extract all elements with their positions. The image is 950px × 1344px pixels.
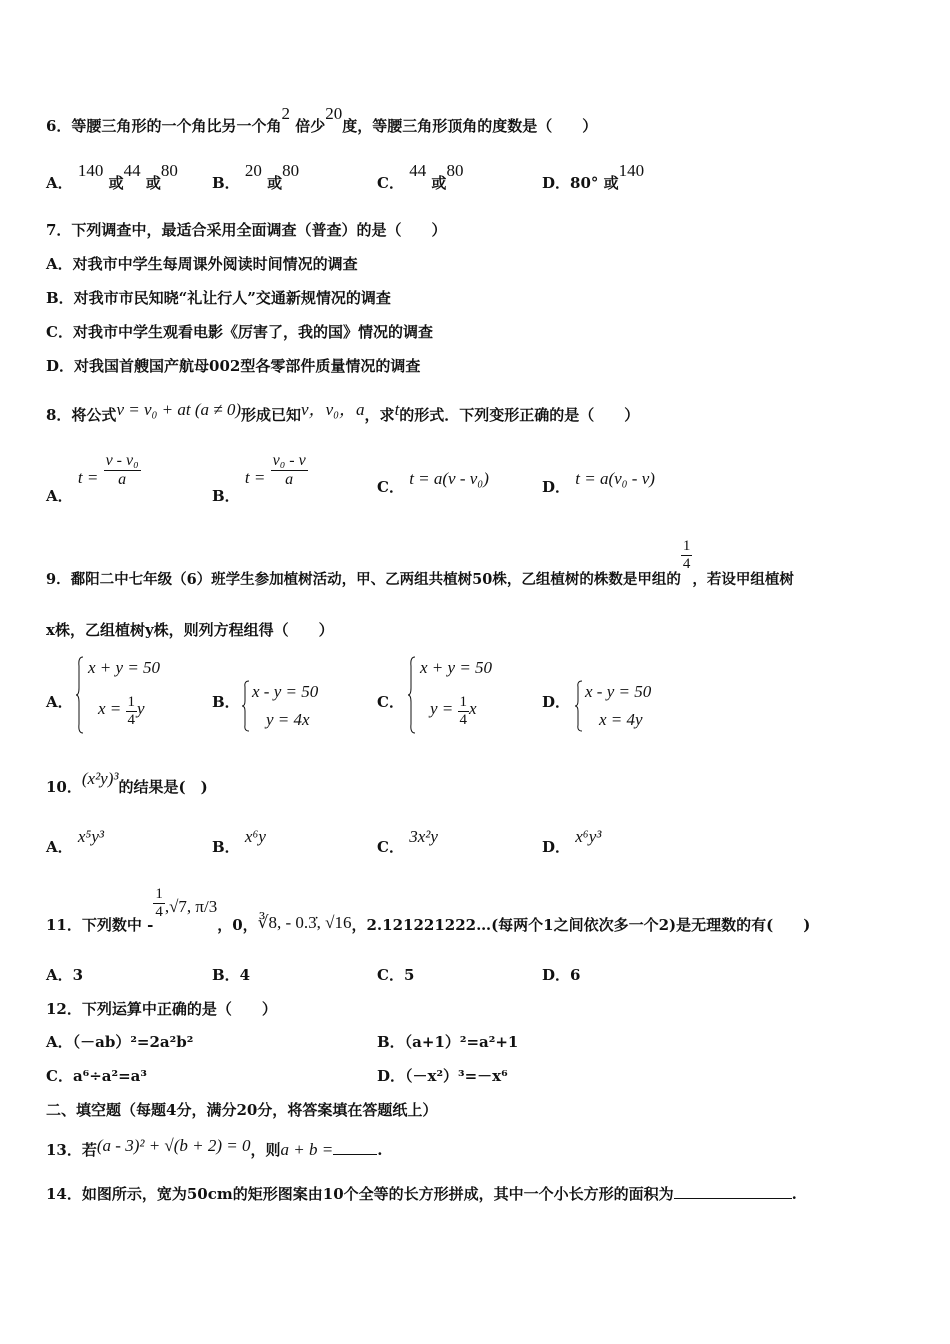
brace-icon bbox=[242, 680, 250, 732]
q8-option-c: C． t = a(v - v₀) bbox=[377, 469, 489, 496]
q11-option-d: D．6 bbox=[542, 966, 581, 984]
q12-stem: 12．下列运算中正确的是（ ） bbox=[46, 1000, 277, 1018]
q12-option-c: C．a⁶÷a²=a³ bbox=[46, 1067, 147, 1085]
q9-option-b-system: x - y = 50 y = 4x bbox=[242, 680, 342, 732]
q6-option-c: C． 44 或80 bbox=[377, 161, 464, 192]
q9-option-c-label: C． bbox=[377, 693, 404, 711]
q9-option-a-label: A． bbox=[46, 693, 73, 711]
q7-option-a: A．对我市中学生每周课外阅读时间情况的调查 bbox=[46, 255, 358, 273]
q6-option-d: D．80° 或140 bbox=[542, 161, 645, 192]
q9-option-b-label: B． bbox=[212, 693, 240, 711]
q11-option-a: A．3 bbox=[46, 966, 84, 984]
q6-stem: 6．等腰三角形的一个角比另一个角2 倍少20度，等腰三角形顶角的度数是（ ） bbox=[46, 104, 598, 135]
q14-answer-blank[interactable] bbox=[674, 1198, 792, 1199]
q7-option-d: D．对我国首艘国产航母002型各零部件质量情况的调查 bbox=[46, 357, 421, 375]
q12-option-a: A．（－ab）²=2a²b² bbox=[46, 1033, 194, 1051]
q8-stem: 8．将公式v = v₀ + at (a ≠ 0)形成已知v，v₀，a，求t的形式．下列变形正确的是（ ） bbox=[46, 400, 640, 424]
q10-option-c: C． 3x²y bbox=[377, 827, 438, 856]
q9-option-a-system: x + y = 50 x = $\frac{1}{4}$ y bbox=[76, 656, 176, 734]
q9-option-d-label: D． bbox=[542, 693, 571, 711]
q9-stem-continued: x株，乙组植树y株，则列方程组得（ ） bbox=[46, 621, 334, 639]
q10-option-a: A． x⁵y³ bbox=[46, 827, 104, 856]
q13-answer-blank[interactable] bbox=[333, 1154, 377, 1155]
brace-icon bbox=[76, 656, 84, 734]
q9-option-d-system: x - y = 50 x = 4y bbox=[575, 680, 675, 732]
section-heading: 二、填空题（每题4分，满分20分，将答案填在答题纸上） bbox=[46, 1101, 438, 1119]
q11-stem: 11．下列数中 - $\frac{1}{4}$ ,√7, π/3，0，∛8, - 0.3̇, √16，2.121221222…(每两个1之间依次多一个2)是无理数的有( ) bbox=[46, 886, 811, 934]
brace-icon bbox=[408, 656, 416, 734]
q13-stem: 13．若(a - 3)² + √(b + 2) = 0，则a + b = . bbox=[46, 1136, 383, 1159]
q12-option-b: B．（a+1）²=a²+1 bbox=[377, 1033, 519, 1051]
q8-option-d: D． t = a(v₀ - v) bbox=[542, 469, 655, 496]
brace-icon bbox=[575, 680, 583, 732]
q10-option-d: D． x⁶y³ bbox=[542, 827, 602, 856]
q9-stem: 9．鄱阳二中七年级（6）班学生参加植树活动，甲、乙两组共植树50株，乙组植树的株数是甲组的 $\frac{1}{4}$ ，若设甲组植树 bbox=[46, 538, 794, 588]
q7-stem: 7．下列调查中，最适合采用全面调查（普查）的是（ ） bbox=[46, 221, 447, 239]
q8-option-a: A． t = $\frac{\text{v - v₀}}{a}$ bbox=[46, 452, 139, 505]
q10-stem: 10．(x²y)³的结果是( ) bbox=[46, 769, 208, 796]
q11-option-b: B．4 bbox=[212, 966, 251, 984]
q6-option-b: B． 20 或80 bbox=[212, 161, 300, 192]
q7-option-b: B．对我市市民知晓“礼让行人”交通新规情况的调查 bbox=[46, 289, 391, 307]
q9-option-c-system: x + y = 50 y = $\frac{1}{4}$ x bbox=[408, 656, 508, 734]
q11-option-c: C．5 bbox=[377, 966, 415, 984]
q10-option-b: B． x⁶y bbox=[212, 827, 266, 856]
q8-option-b: B． t = $\frac{\text{v₀ - v}}{a}$ bbox=[212, 452, 306, 505]
q6-option-a: A． 140 或44 或80 bbox=[46, 161, 178, 192]
q7-option-c: C．对我市中学生观看电影《厉害了，我的国》情况的调查 bbox=[46, 323, 433, 341]
q14-stem: 14．如图所示，宽为50cm的矩形图案由10个全等的长方形拼成，其中一个小长方形的面积为 . bbox=[46, 1185, 797, 1203]
q12-option-d: D．（－x²）³=－x⁶ bbox=[377, 1067, 508, 1085]
